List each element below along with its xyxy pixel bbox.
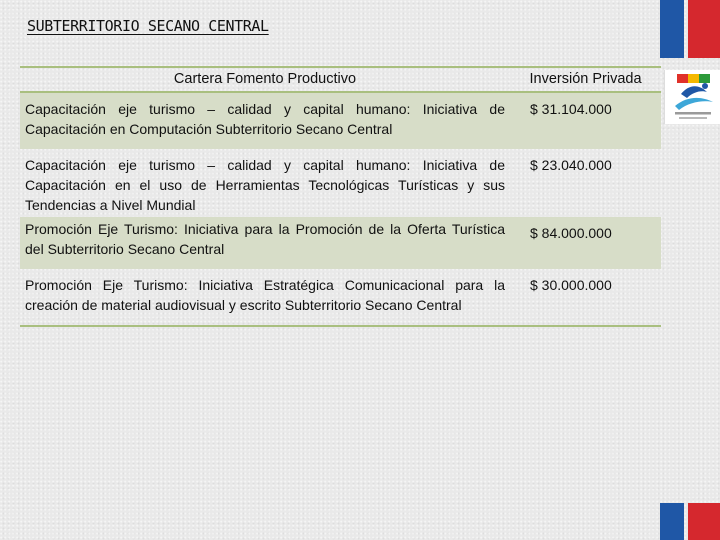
row-amount: $ 23.040.000 xyxy=(530,157,612,173)
row-initiative: Capacitación eje turismo – calidad y capital humano: Iniciativa de Capacitación en el uso de Herramientas Tecnológicas Turísticas y sus Tendencias a Nivel Mundial xyxy=(25,157,505,213)
row-amount: $ 84.000.000 xyxy=(510,217,661,269)
regional-logo-icon xyxy=(664,70,720,124)
slide-title: SUBTERRITORIO SECANO CENTRAL xyxy=(27,17,269,35)
header-cartera: Cartera Fomento Productivo xyxy=(20,67,510,92)
flag-red-band xyxy=(688,0,720,58)
flag-stripe-top xyxy=(660,0,720,58)
row-initiative: Promoción Eje Turismo: Iniciativa Estratégica Comunicacional para la creación de material audiovisual y escrito Subterritorio Secano Central xyxy=(20,269,510,326)
flag-blue-band xyxy=(660,503,684,540)
table-row xyxy=(20,92,661,149)
row-initiative: Capacitación eje turismo – calidad y capital humano: Iniciativa de Capacitación en Computación Subterritorio Secano Central xyxy=(20,92,510,149)
flag-blue-band xyxy=(660,0,684,58)
table-header-row xyxy=(20,67,661,92)
row-amount: $ 30.000.000 xyxy=(510,269,661,326)
table-row xyxy=(20,269,661,326)
logo-graphic xyxy=(665,70,720,124)
row-amount: $ 31.104.000 xyxy=(510,92,661,149)
flag-stripe-bottom xyxy=(660,503,720,540)
row-initiative: Promoción Eje Turismo: Iniciativa para la Promoción de la Oferta Turística del Subterritorio Secano Central xyxy=(20,217,510,269)
table-row xyxy=(20,217,661,269)
flag-red-band xyxy=(688,503,720,540)
investment-table xyxy=(20,66,661,327)
header-inversion: Inversión Privada xyxy=(510,67,661,92)
table-row xyxy=(20,149,661,217)
